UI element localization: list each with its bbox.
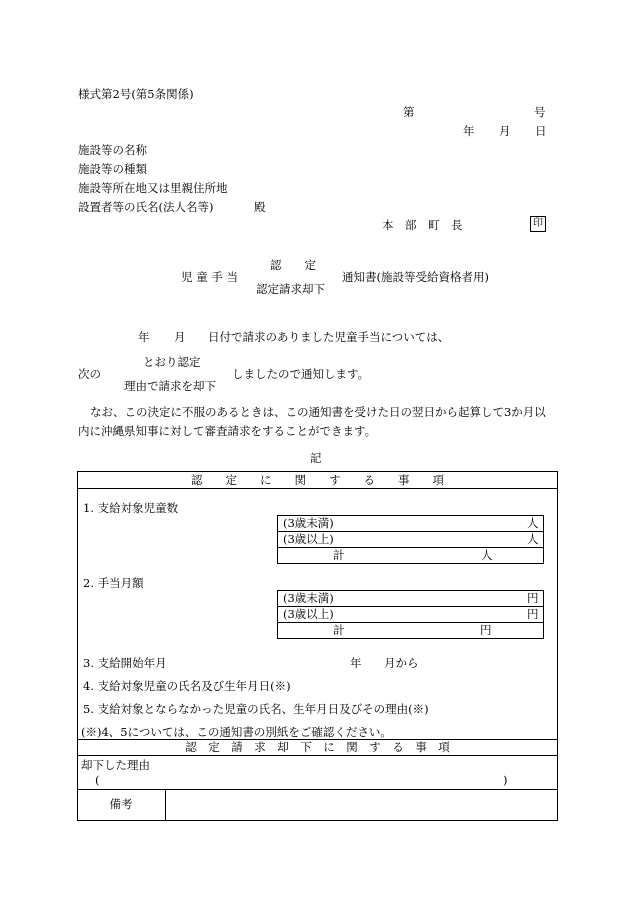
reject-reason-label: 却下した理由 <box>81 758 150 772</box>
item1-label: 1. 支給対象児童数 <box>83 501 179 515</box>
date-year: 年 <box>463 124 475 138</box>
title-left: 児 童 手 当 <box>181 270 238 284</box>
facility-type-label: 施設等の種類 <box>78 162 147 176</box>
title-option-upper: 認 定 <box>270 258 316 272</box>
honorific: 殿 <box>254 200 266 214</box>
paren-open: ( <box>95 773 100 787</box>
divider <box>277 622 544 623</box>
issuer-title: 本 部 町 長 <box>382 218 463 232</box>
body-year: 年 <box>138 330 150 344</box>
divider <box>77 789 558 790</box>
item1-total-unit: 人 <box>481 548 493 562</box>
date-month: 月 <box>499 124 511 138</box>
item3-year: 年 <box>350 656 362 670</box>
body-next: 次の <box>78 367 101 381</box>
item2-row1-unit: 円 <box>527 591 539 605</box>
form-number: 様式第2号(第5条関係) <box>78 87 194 101</box>
body-para2-end: しましたので通知します。 <box>232 367 370 381</box>
item5-label: 5. 支給対象とならなかった児童の氏名、生年月日及びその理由(※) <box>83 702 429 716</box>
founder-name-label: 設置者等の氏名(法人名等) <box>78 200 214 214</box>
divider <box>77 488 558 489</box>
body-month: 月 <box>174 330 186 344</box>
item1-row2-label: (3歳以上) <box>283 532 334 546</box>
item1-row1-label: (3歳未満) <box>283 516 334 530</box>
item1-total-label: 計 <box>333 548 345 562</box>
facility-name-label: 施設等の名称 <box>78 143 147 157</box>
item1-row2-unit: 人 <box>527 532 539 546</box>
item4-label: 4. 支給対象児童の氏名及び生年月日(※) <box>83 679 291 693</box>
date-day: 日 <box>535 124 547 138</box>
item2-row1-label: (3歳未満) <box>283 591 334 605</box>
note-text: (※)4、5については、この通知書の別紙をご確認ください。 <box>81 725 392 739</box>
item3-label: 3. 支給開始年月 <box>83 656 167 670</box>
divider <box>277 547 544 548</box>
item2-row2-label: (3歳以上) <box>283 607 334 621</box>
item3-month: 月から <box>384 656 419 670</box>
body-para3-line2: 内に沖縄県知事に対して審査請求をすることができます。 <box>78 424 377 438</box>
item2-total-label: 計 <box>333 623 345 637</box>
section2-title: 認 定 請 求 却 下 に 関 す る 事 項 <box>185 740 450 754</box>
item2-row2-unit: 円 <box>527 607 539 621</box>
section1-title: 認 定 に 関 す る 事 項 <box>191 473 444 487</box>
doc-number-suffix: 号 <box>534 105 546 119</box>
divider <box>77 755 558 756</box>
item2-total-unit: 円 <box>480 623 492 637</box>
body-para3-line1: なお、この決定に不服のあるときは、この通知書を受けた日の翌日から起算して3か月以 <box>90 405 546 419</box>
title-right: 通知書(施設等受給資格者用) <box>342 270 489 284</box>
title-option-lower: 認定請求却下 <box>256 282 325 296</box>
item2-label: 2. 手当月額 <box>83 576 144 590</box>
divider <box>165 789 166 821</box>
body-option-lower: 理由で請求を却下 <box>124 379 216 393</box>
remarks-label: 備考 <box>109 797 133 811</box>
ki-label: 記 <box>310 451 322 465</box>
body-para1: 日付で請求のありました児童手当については、 <box>208 330 450 344</box>
body-option-upper: とおり認定 <box>143 355 201 369</box>
item1-row1-unit: 人 <box>527 516 539 530</box>
paren-close: ) <box>503 773 508 787</box>
seal-mark: 印 <box>530 216 546 232</box>
doc-number-prefix: 第 <box>403 105 415 119</box>
facility-address-label: 施設等所在地又は里親住所地 <box>78 181 228 195</box>
